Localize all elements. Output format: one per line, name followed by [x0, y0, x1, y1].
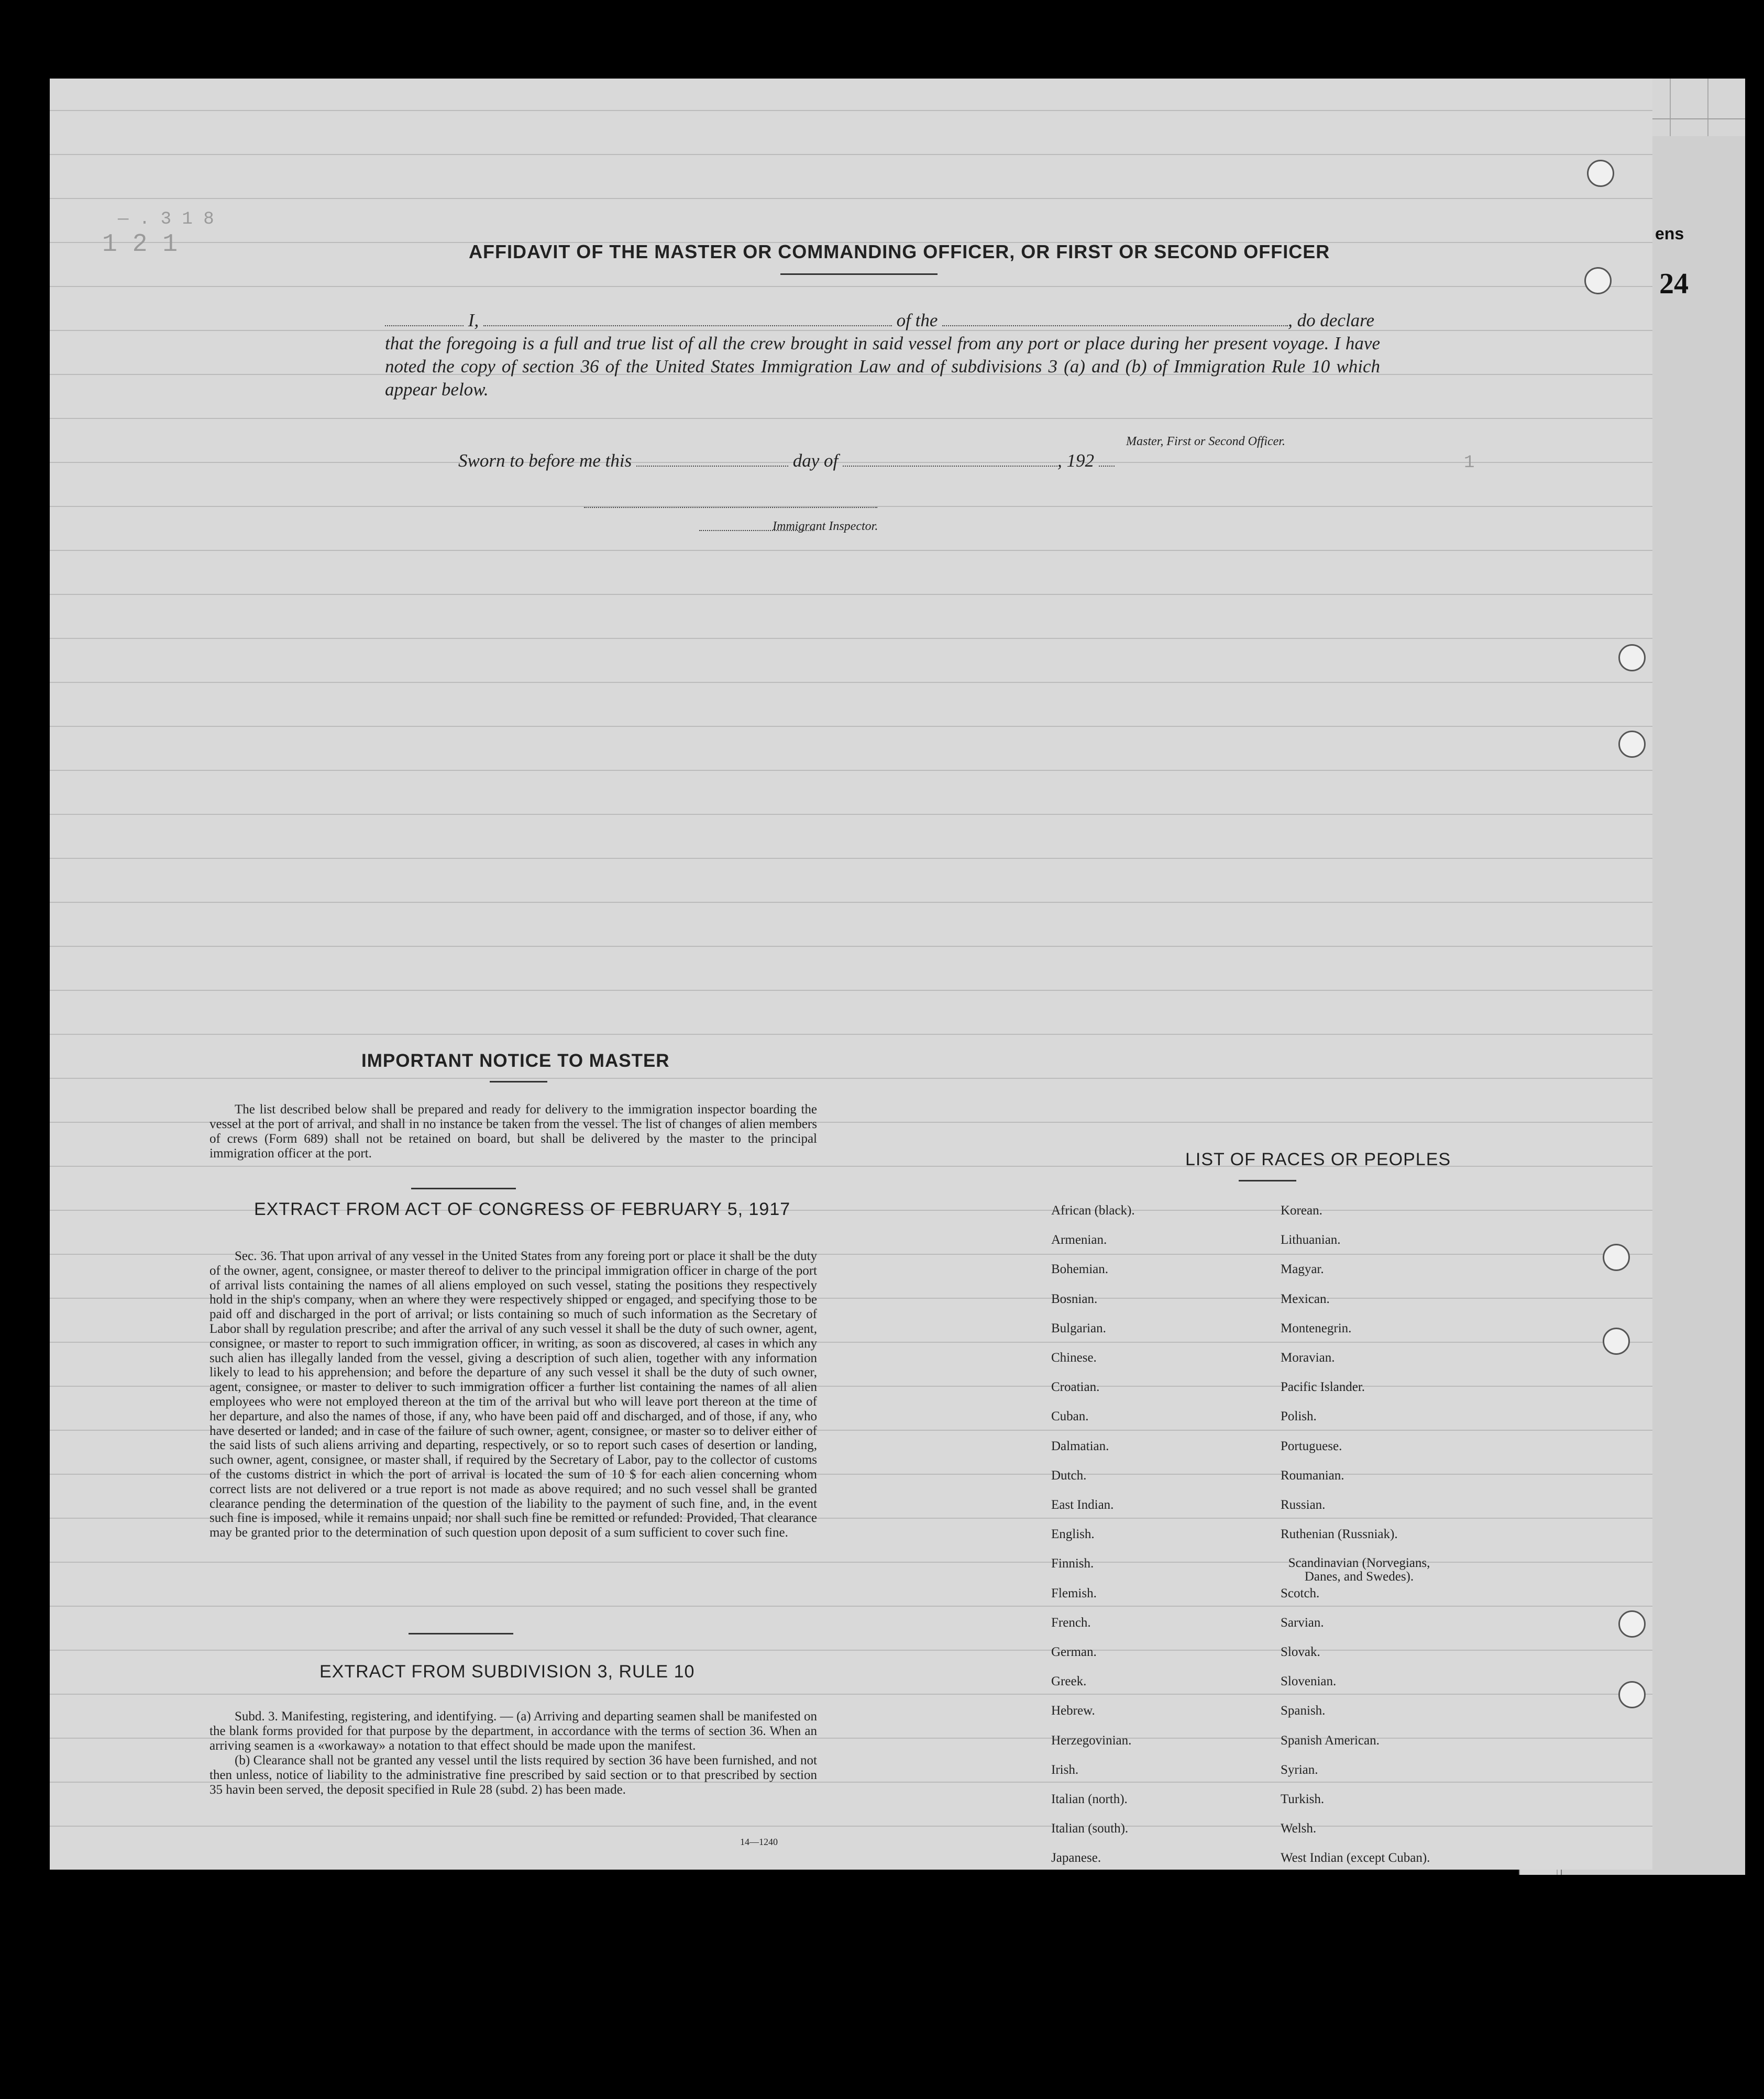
race-item: Bulgarian. — [1051, 1321, 1106, 1335]
race-item: Greek. — [1051, 1674, 1087, 1689]
race-item: Bosnian. — [1051, 1291, 1098, 1306]
of-the-label: of the — [896, 310, 938, 330]
race-item: Moravian. — [1281, 1351, 1335, 1365]
affidavit-text: that the foregoing is a full and true list of all the crew brought in said vessel from any port or place during her present voyage. I have noted the copy of section 36 of the United States Immigration Law and of subdivisions 3 (a) and (b) of Immigration Rule 10 which appear below. — [385, 333, 1380, 400]
punch-hole — [1618, 1610, 1646, 1638]
race-item: Armenian. — [1051, 1233, 1107, 1247]
sworn-label: Sworn to before me this — [458, 450, 632, 471]
subdivision-title: EXTRACT FROM SUBDIVISION 3, RULE 10 — [319, 1662, 695, 1682]
act-title: EXTRACT FROM ACT OF CONGRESS OF FEBRUARY 5, 1917 — [254, 1199, 791, 1219]
race-item: Scandinavian (Norvegians, Danes, and Swedes). — [1288, 1556, 1430, 1584]
race-item: German. — [1051, 1645, 1097, 1659]
divider — [411, 1188, 516, 1189]
bleed-through: — . 3 1 8 — [118, 209, 214, 229]
race-item: Croatian. — [1051, 1380, 1100, 1395]
right-tab-number: 24 — [1659, 268, 1689, 300]
race-item: English. — [1051, 1527, 1095, 1542]
race-item: Welsh. — [1281, 1821, 1317, 1836]
race-item: Russian. — [1281, 1498, 1326, 1512]
notice-text: The list described below shall be prepared and ready for delivery to the immigration inspector boarding the vessel at the port of arrival, and shall in no instance be taken from the vessel. The list of changes of alien members of crews (Form 689) shall not be retained on board, but shall be delivered by the master to the principal immigration officer at the port. — [210, 1102, 817, 1161]
race-item: Mexican. — [1281, 1291, 1330, 1306]
race-item: Flemish. — [1051, 1586, 1097, 1600]
punch-hole — [1584, 267, 1612, 294]
race-item: Magyar. — [1281, 1262, 1324, 1277]
subdivision-text — [210, 1709, 817, 1797]
day-of-label: day of — [792, 450, 839, 471]
sworn-line — [458, 450, 1115, 471]
race-item: Sarvian. — [1281, 1615, 1324, 1630]
affidavit-title: AFFIDAVIT OF THE MASTER OR COMMANDING OFFICER, OR FIRST OR SECOND OFFICER — [469, 241, 1330, 262]
race-item: Finnish. — [1051, 1556, 1094, 1571]
do-declare-label: , do declare — [1288, 310, 1375, 330]
race-item: Cuban. — [1051, 1409, 1089, 1424]
i-label: I, — [468, 310, 479, 330]
race-item: Italian (south). — [1051, 1821, 1129, 1836]
race-item: Spanish. — [1281, 1704, 1326, 1718]
form-number: 14—1240 — [740, 1837, 778, 1847]
punch-hole — [1587, 160, 1614, 187]
notice-title: IMPORTANT NOTICE TO MASTER — [361, 1051, 670, 1071]
race-item: Scotch. — [1281, 1586, 1320, 1600]
race-item: Irish. — [1051, 1762, 1079, 1777]
act-text: Sec. 36. That upon arrival of any vessel in the United States from any foreing port or place it shall be the duty of the owner, agent, consignee, or master thereof to deliver to the principal immigration officer in charge of the port of arrival lists containing the names of all aliens employed on such vessel, stating the positions they respectively hold in the ship's company, when an where they were respectively shipped or engaged, and specifying those to be paid off and discharged in the port of arrival; or lists containing so much of such information as the Secretary of Labor shall by regulation prescribe; and after the arrival of any such vessel it shall be the duty of such owner, agent, consignee, or master to report to such immigration officer, in writing, as soon as discovered, al cases in which any such alien has illegally landed from the vessel, giving a description of such alien, together with any information likely to lead to his apprehension; and before the departure of any such vessel it shall be the duty of such owner, agent, consignee, or master to deliver to such immigration officer a further list containing the names of all alien employees who were not employed thereon at the tim of the arrival but who will leave port thereon at the time of her departure, and also the names of those, if any, who have been paid off and discharged, and of those, if any, who have deserted or landed; and in case of the failure of such owner, agent, consignee, or master so to deliver either of the said lists of such aliens arriving and departing, respectively, or so to report such cases of desertion or landing, such owner, agent, consignee, or master shall, if required by the Secretary of Labor, pay to the collector of customs of the customs district in which the port of arrival is located the sum of 10 $ for each alien concerning whom correct lists are not delivered or a true report is not made as above required; and no such vessel shall be granted clearance pending the determination of the question of the liability to the payment of such fine, and, in the event such fine is imposed, while it remains unpaid; nor shall such fine be remitted or refunded: Provided, That clearance may be granted prior to the determination of such question upon deposit of a sum sufficient to cover such fine. — [210, 1249, 817, 1540]
race-item: Japanese. — [1051, 1851, 1101, 1865]
right-tab-text: ens — [1655, 224, 1684, 243]
punch-hole — [1603, 1244, 1630, 1271]
punch-hole — [1603, 1328, 1630, 1355]
race-item: East Indian. — [1051, 1498, 1114, 1512]
race-item: Slovak. — [1281, 1645, 1320, 1659]
race-item: Spanish American. — [1281, 1733, 1380, 1748]
race-item: African (black). — [1051, 1203, 1135, 1218]
race-item: Polish. — [1281, 1409, 1317, 1424]
subdivision-para-a: Subd. 3. Manifesting, registering, and identifying. — (a) Arriving and departing seamen shall be manifested on the blank forms provided for that purpose by the department, in accordance with the terms of section 36. When an arriving seamen is a «workaway» a notation to that effect should be made upon the manifest. — [210, 1709, 817, 1753]
race-item: Hebrew. — [1051, 1704, 1095, 1718]
race-item: Dalmatian. — [1051, 1439, 1109, 1453]
divider — [409, 1633, 513, 1634]
race-item: Portuguese. — [1281, 1439, 1342, 1453]
inspector-signature-line — [584, 507, 877, 508]
bleed-through: 1 — [1464, 453, 1475, 473]
divider — [780, 273, 938, 275]
year-label: , 192 — [1057, 450, 1094, 471]
race-item: Bohemian. — [1051, 1262, 1109, 1277]
master-signature-label: Master, First or Second Officer. — [1126, 435, 1285, 448]
race-item: Herzegovinian. — [1051, 1733, 1132, 1748]
race-item: Chinese. — [1051, 1351, 1097, 1365]
subdivision-para-b: (b) Clearance shall not be granted any vessel until the lists required by section 36 have been furnished, and not then unless, notice of liability to the administrative fine prescribed by said section or to that prescribed by section 35 havin been served, the deposit specified in Rule 28 (subd. 2) has been made. — [210, 1753, 817, 1797]
race-item: Dutch. — [1051, 1468, 1087, 1483]
race-item: Montenegrin. — [1281, 1321, 1352, 1335]
race-item: French. — [1051, 1615, 1091, 1630]
race-item: West Indian (except Cuban). — [1281, 1851, 1430, 1865]
race-item: Turkish. — [1281, 1792, 1325, 1806]
race-item: Ruthenian (Russniak). — [1281, 1527, 1398, 1542]
race-item: Syrian. — [1281, 1762, 1318, 1777]
race-item: Korean. — [1281, 1203, 1322, 1218]
race-item: Roumanian. — [1281, 1468, 1344, 1483]
race-item: Lithuanian. — [1281, 1233, 1341, 1247]
affidavit-body — [385, 309, 1380, 401]
race-item: Pacific Islander. — [1281, 1380, 1365, 1395]
punch-hole — [1618, 731, 1646, 758]
inspector-label: Immigrant Inspector. — [773, 520, 878, 533]
race-item: Slovenian. — [1281, 1674, 1337, 1689]
race-item: Italian (north). — [1051, 1792, 1128, 1806]
punch-hole — [1618, 1681, 1646, 1708]
divider — [490, 1081, 547, 1082]
races-title: LIST OF RACES OR PEOPLES — [1185, 1150, 1451, 1169]
punch-hole — [1618, 644, 1646, 671]
divider — [1239, 1180, 1296, 1181]
manifest-page: — . 3 1 8 1 2 1 1 AFFIDAVIT OF THE MASTER OR COMMANDING OFFICER, OR FIRST OR SECOND OFFICER I, of the , do declare that the foregoing is a full and true list of all the crew brought in said vessel from any port or place during her present voyage. I have noted the copy of section 36 of the United States Immigration Law and of subdivisions 3 (a) and (b) of Immigration Rule 10 which appear below. Master, First or Second Officer. Sworn to before me this day of , 192 Immigrant Inspector. IMPORTANT NOTICE TO MASTER The list described below shall be prepared and ready for delivery to the immigration inspector boarding the vessel at the port of arrival, and shall in no instance be taken from the vessel. The list of changes of alien members of crews (Form 689) shall not be retained on board, but shall be delivered by the master to the principal immigration officer at the port. EXTRACT FROM ACT OF CONGRESS OF FEBRUARY 5, 1917 Sec. 36. That upon arrival of any vessel in the United States from any foreing port or place it shall be the duty of the owner, agent, consignee, or master thereof to deliver to the principal immigration officer in charge of the port of arrival lists containing the names of all aliens employed on such vessel, stating the positions they respectively hold in the ship's company, when an where they were respectively shipped or engaged, and specifying those to be paid off and discharged in the port of arrival; or lists containing so much of such information as the Secretary of Labor shall by regulation prescribe; and after the arrival of any such vessel it shall be the duty of such owner, agent, consignee, or master to report to such immigration officer, in writing, as soon as discovered, al cases in which any such alien has illegally landed from the vessel, giving a description of such alien, together with any information likely to lead to his apprehension; and before the departure of any such vessel it shall be the duty of such owner, agent, consignee, or master to deliver to such immigration officer a further list containing the names of all alien employees who were not employed thereon at the tim of the arrival but who will leave port thereon at the time of her departure, and also the names of those, if any, who have been paid off and discharged, and of those, if any, who have deserted or landed; and in case of the failure of such owner, agent, consignee, or master so to deliver either of the said lists of such aliens arriving and departing, respectively, or so to report such cases of desertion or landing, such owner, agent, consignee, or master shall, if required by the Secretary of Labor, pay to the collector of customs of the customs district in which the port of arrival is located the sum of 10 $ for each alien concerning whom correct lists are not delivered or a true report is not made as above required; and no such vessel shall be granted clearance pending the determination of the question of the liability to the payment of such fine, and, in the event such fine is imposed, while it remains unpaid; nor shall such fine be remitted or refunded: Provided, That clearance may be granted prior to the determination of such question upon deposit of a sum sufficient to cover such fine. EXTRACT FROM SUBDIVISION 3, RULE 10 Subd. 3. Manifesting, registering, and identifying. — (a) Arriving and departing seamen shall be manifested on the blank forms provided for that purpose by the department, in accordance with the terms of section 36. When an arriving seamen is a «workaway» a notation to that effect should be made upon the manifest. (b) Clearance shall not be granted any vessel until the lists required by section 36 have been furnished, and not then unless, notice of liability to the administrative fine prescribed by said section or to that prescribed by section 35 havin been served, the deposit specified in Rule 28 (subd. 2) has been made. 14—1240 LIST OF RACES OR PEOPLES African (black). Armenian. Bohemian. Bosnian. Bulgarian. Chinese. Croatian. Cuban. Dalmatian. Dutch. East Indian. English. Finnish. Flemish. French. German. Greek. Hebrew. Herzegovinian. Irish. Italian (north). Italian (south). Japanese. Korean. Lithuanian. Magyar. Mexican. Montenegrin. Moravian. Pacific Islander. Polish. Portuguese. Roumanian. Russian. Ruthenian (Russniak). Scandinavian (Norvegians, Danes, and Swedes). Scotch. Sarvian. Slovak. Slovenian. Spanish. Spanish American. Syrian. Turkish. Welsh. West Indian (except Cuban). — [50, 79, 1652, 1870]
